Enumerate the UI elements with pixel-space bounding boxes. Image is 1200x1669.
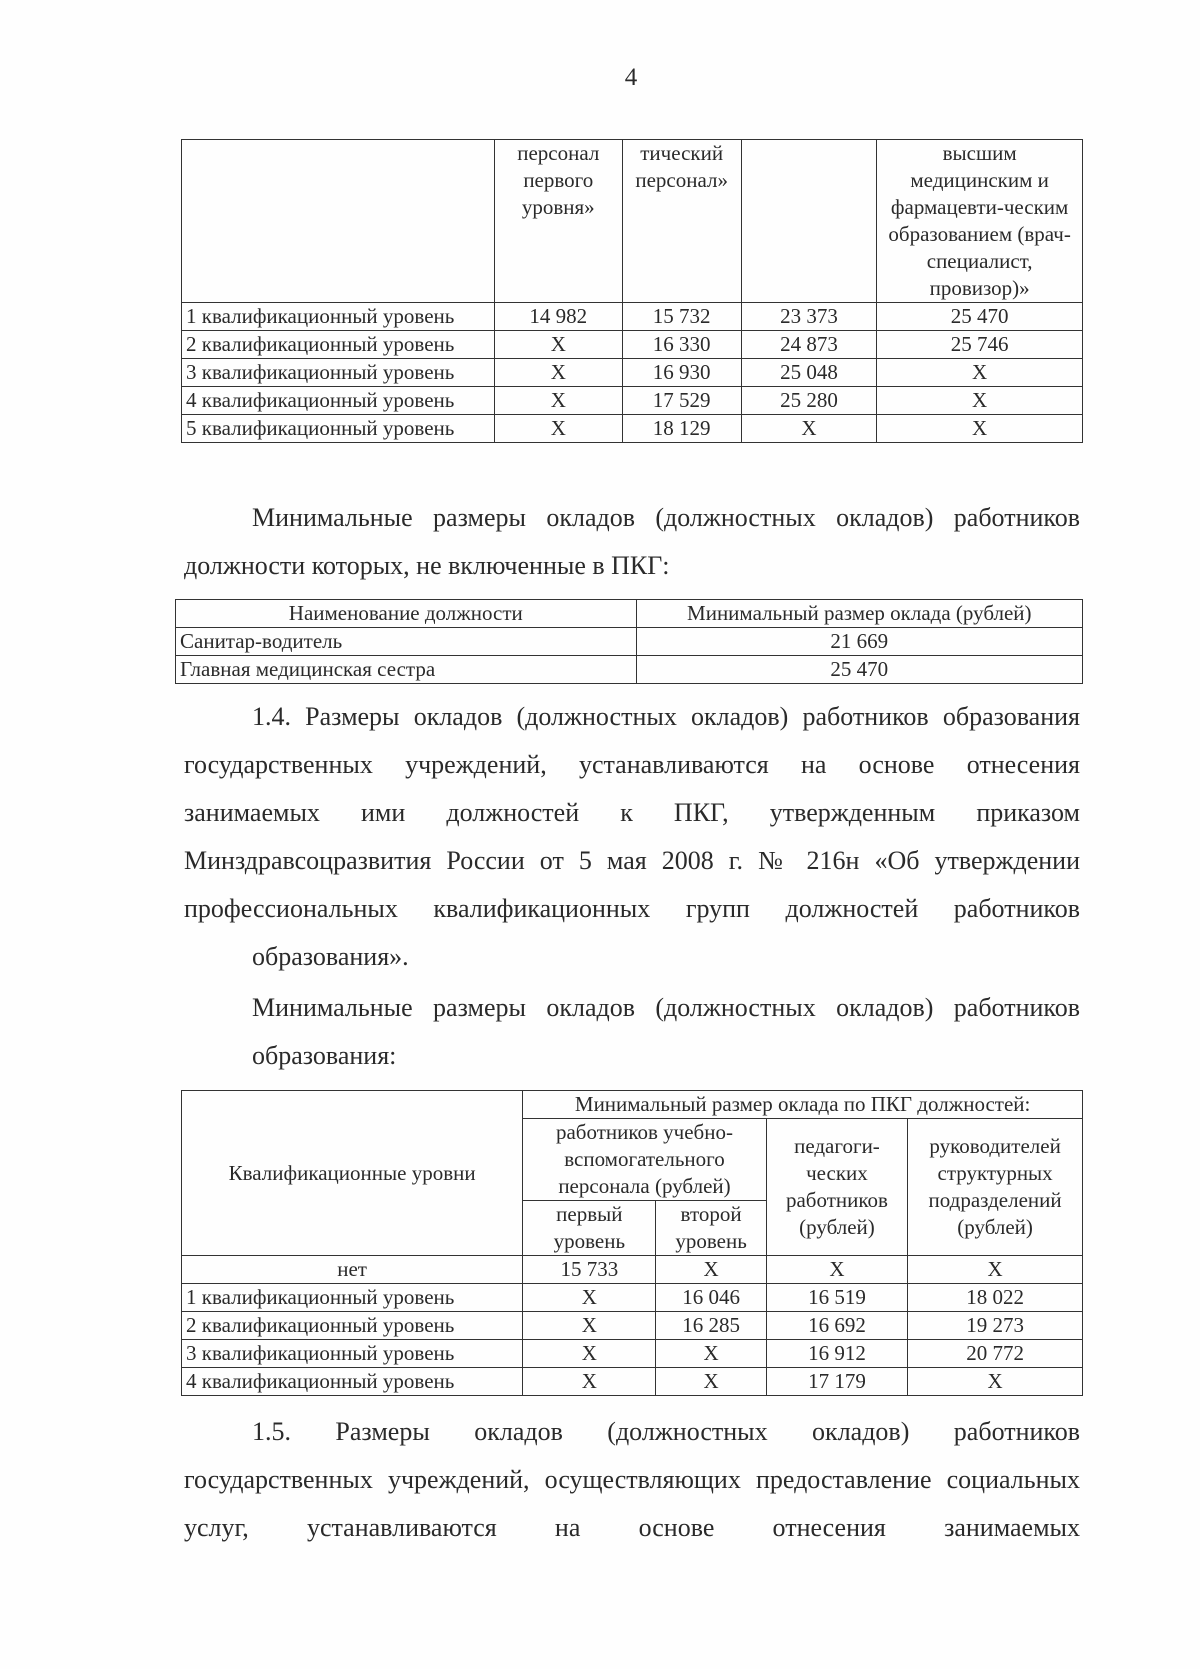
- table-row: [182, 387, 1083, 415]
- text-line: Минимальные размеры окладов (должностных окладов) работников: [252, 993, 1080, 1022]
- text-line: образования:: [252, 1041, 397, 1070]
- table-row: [176, 628, 1083, 656]
- cell: X: [656, 1368, 766, 1396]
- table-row: [182, 1368, 1083, 1396]
- cell: X: [766, 1256, 907, 1284]
- header-cell: [741, 140, 877, 303]
- cell: 16 930: [622, 359, 741, 387]
- header-cell: работников учебно-вспомогательного персонала (рублей): [523, 1119, 766, 1201]
- text-line: профессиональных квалификационных групп должностей работников: [184, 894, 1080, 923]
- table-row: [182, 1256, 1083, 1284]
- cell: 16 519: [766, 1284, 907, 1312]
- cell: 25 746: [877, 331, 1083, 359]
- table-row: [182, 1312, 1083, 1340]
- cell: X: [877, 359, 1083, 387]
- page-number: 4: [624, 64, 638, 91]
- cell: 19 273: [908, 1312, 1083, 1340]
- cell: 1 квалификационный уровень: [182, 303, 495, 331]
- cell: 14 982: [494, 303, 622, 331]
- cell: X: [523, 1368, 656, 1396]
- text-line: образования государственных учреждений, устанавливаются на основе: [184, 702, 1081, 779]
- cell: 2 квалификационный уровень: [182, 331, 495, 359]
- cell: X: [523, 1312, 656, 1340]
- text-line: социальных услуг, устанавливаются на основе отнесения занимаемых: [184, 1465, 1080, 1542]
- cell: 25 470: [636, 656, 1082, 684]
- table-row: [182, 1284, 1083, 1312]
- cell: 21 669: [636, 628, 1082, 656]
- medical-salary-table: [181, 139, 1083, 443]
- cell: 25 048: [741, 359, 877, 387]
- cell: Главная медицинская сестра: [176, 656, 637, 684]
- header-cell: руководителей структурных подразделений (рублей): [908, 1119, 1083, 1256]
- cell: X: [523, 1340, 656, 1368]
- non-pkg-positions-table: [175, 599, 1083, 684]
- paragraph-education-intro: [184, 984, 1080, 1080]
- cell: 25 470: [877, 303, 1083, 331]
- cell: X: [908, 1256, 1083, 1284]
- table-row: [182, 415, 1083, 443]
- cell: 15 732: [622, 303, 741, 331]
- cell: 16 046: [656, 1284, 766, 1312]
- cell: X: [877, 387, 1083, 415]
- cell: X: [494, 387, 622, 415]
- cell: X: [494, 331, 622, 359]
- table-row: [182, 303, 1083, 331]
- header-cell: [182, 140, 495, 303]
- table-header-row: [176, 600, 1083, 628]
- text-line: образования».: [252, 942, 409, 971]
- text-line: 1.4. Размеры окладов (должностных окладов) работников: [252, 702, 929, 731]
- table-row: [176, 656, 1083, 684]
- cell: 16 692: [766, 1312, 907, 1340]
- text-line: Минимальные размеры окладов (должностных окладов) работников: [252, 503, 1080, 532]
- cell: 16 285: [656, 1312, 766, 1340]
- cell: 24 873: [741, 331, 877, 359]
- header-cell: тический персонал»: [622, 140, 741, 303]
- cell: X: [908, 1368, 1083, 1396]
- paragraph-1-5: [184, 1408, 1080, 1552]
- cell: 18 129: [622, 415, 741, 443]
- education-salary-table: [181, 1090, 1083, 1396]
- cell: 1 квалификационный уровень: [182, 1284, 523, 1312]
- cell: 17 529: [622, 387, 741, 415]
- text-line: государственных учреждений, осуществляющих предоставление: [184, 1465, 932, 1494]
- cell: 20 772: [908, 1340, 1083, 1368]
- cell: X: [494, 359, 622, 387]
- table-header-row: [182, 1091, 1083, 1119]
- header-cell: второй уровень: [656, 1201, 766, 1256]
- table-row: [182, 331, 1083, 359]
- header-cell: Квалификационные уровни: [182, 1091, 523, 1256]
- cell: Санитар-водитель: [176, 628, 637, 656]
- cell: 16 912: [766, 1340, 907, 1368]
- cell: 16 330: [622, 331, 741, 359]
- header-cell: педагоги-ческих работников (рублей): [766, 1119, 907, 1256]
- cell: X: [877, 415, 1083, 443]
- cell: 5 квалификационный уровень: [182, 415, 495, 443]
- header-cell: Наименование должности: [176, 600, 637, 628]
- paragraph-1-4: [184, 693, 1080, 981]
- cell: 3 квалификационный уровень: [182, 1340, 523, 1368]
- cell: 23 373: [741, 303, 877, 331]
- cell: нет: [182, 1256, 523, 1284]
- table-row: [182, 1340, 1083, 1368]
- table-row: [182, 359, 1083, 387]
- cell: 15 733: [523, 1256, 656, 1284]
- header-cell: Минимальный размер оклада по ПКГ должностей:: [523, 1091, 1083, 1119]
- cell: 4 квалификационный уровень: [182, 387, 495, 415]
- cell: 4 квалификационный уровень: [182, 1368, 523, 1396]
- text-line: должности которых, не включенные в ПКГ:: [184, 551, 670, 580]
- cell: 2 квалификационный уровень: [182, 1312, 523, 1340]
- cell: X: [741, 415, 877, 443]
- cell: 25 280: [741, 387, 877, 415]
- header-cell: высшим медицинским и фармацевти-ческим образованием (врач-специалист, провизор)»: [877, 140, 1083, 303]
- cell: X: [656, 1256, 766, 1284]
- cell: X: [494, 415, 622, 443]
- header-cell: первый уровень: [523, 1201, 656, 1256]
- text-line: отнесения занимаемых ими должностей к ПКГ, утвержденным приказом: [184, 750, 1080, 827]
- table-header-row: [182, 140, 1083, 303]
- cell: 18 022: [908, 1284, 1083, 1312]
- cell: X: [523, 1284, 656, 1312]
- paragraph-min-salaries-intro: [184, 494, 1080, 590]
- header-cell: Минимальный размер оклада (рублей): [636, 600, 1082, 628]
- header-cell: персонал первого уровня»: [494, 140, 622, 303]
- text-line: 1.5. Размеры окладов (должностных окладов) работников: [252, 1417, 1080, 1446]
- text-line: Минздравсоцразвития России от 5 мая 2008 г. № 216н «Об утверждении: [184, 846, 1080, 875]
- cell: 17 179: [766, 1368, 907, 1396]
- cell: X: [656, 1340, 766, 1368]
- cell: 3 квалификационный уровень: [182, 359, 495, 387]
